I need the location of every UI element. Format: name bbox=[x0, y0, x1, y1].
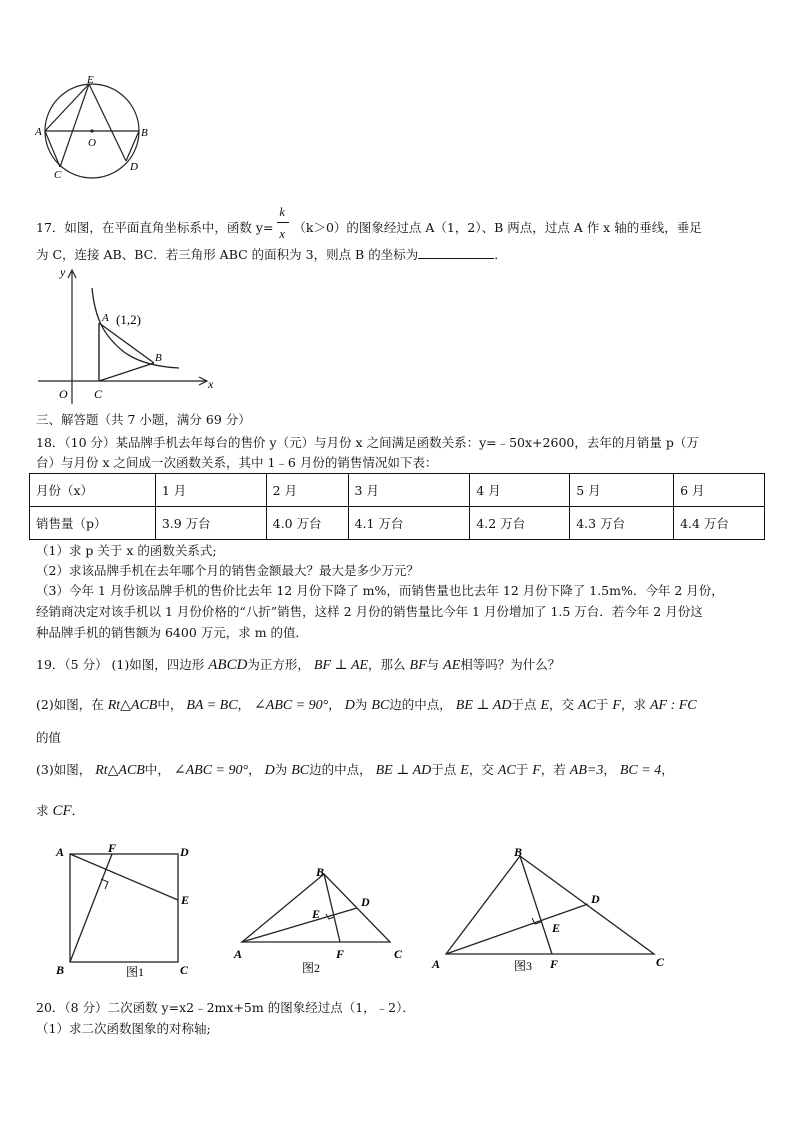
section3-heading: 三、解答题（共 7 小题，满分 69 分） bbox=[36, 412, 251, 427]
fig1-label-c: C bbox=[180, 963, 189, 977]
table-row bbox=[30, 474, 765, 507]
q18-sub3-line2: 经销商决定对该手机以 1 月份价格的“八折”销售，这样 2 月份的销售量比今年 1 月份增加了 1.5 万台．若今年 2 月份这 bbox=[36, 604, 703, 619]
table-cell: 1 月 bbox=[155, 474, 266, 507]
x-axis-label: x bbox=[208, 377, 214, 391]
q17-line2: 为 C，连接 AB、BC．若三角形 ABC 的面积为 3，则点 B 的坐标为 ． bbox=[36, 247, 507, 262]
fig2-label-c: C bbox=[394, 947, 403, 961]
table-row bbox=[30, 507, 765, 540]
q17-line1: 17．如图，在平面直角坐标系中，函数 y= $\frac{k}{x}$ （k＞0）的图象经过点 A（1，2）、B 两点，过点 A 作 x 轴的垂线，垂足 bbox=[36, 205, 702, 241]
table-cell: 3 月 bbox=[348, 474, 470, 507]
q20-sub1: （1）求二次函数图象的对称轴; bbox=[36, 1021, 211, 1036]
fig1-label-a: A bbox=[56, 845, 65, 859]
q20-line1: 20．（8 分）二次函数 y=x2﹣2mx+5m 的图象经过点（1，﹣2）． bbox=[36, 1000, 415, 1015]
q19-part1: 19．（5 分） (1)如图，四边形 ABCD为正方形， BF ⊥ AE，那么 BF与 AE相等吗？为什么？ bbox=[36, 657, 561, 673]
table-cell: 4.1 万台 bbox=[348, 507, 470, 540]
point-c-label: C bbox=[94, 387, 103, 401]
fig2-label-a: A bbox=[234, 947, 243, 961]
fig2-label-b: B bbox=[316, 865, 325, 879]
segment-ce bbox=[60, 84, 89, 167]
point-a-coord: (1,2) bbox=[116, 312, 141, 327]
square-abcd bbox=[70, 854, 178, 962]
segment-ad bbox=[242, 908, 357, 942]
point-b-label: B bbox=[155, 352, 162, 364]
label-a: A bbox=[35, 126, 42, 138]
table-cell: 4 月 bbox=[470, 474, 570, 507]
fig1-label-e: E bbox=[181, 893, 190, 907]
q18-sub3-line3: 种品牌手机的销售额为 6400 万元，求 m 的值． bbox=[36, 625, 309, 640]
q18-sub1: （1）求 p 关于 x 的函数关系式; bbox=[36, 543, 217, 558]
fig3-label-d: D bbox=[591, 892, 600, 906]
q19-part2: (2)如图，在 Rt△ACB中， BA = BC， ∠ABC = 90°， D为 BC边的中点， BE ⊥ AD于点 E，交 AC于 F，求 AF : FC bbox=[36, 697, 697, 713]
fig2-label-e: E bbox=[312, 907, 321, 921]
q17-answer-blank bbox=[418, 246, 494, 259]
table-cell: 月份（x） bbox=[30, 474, 156, 507]
fig1-label-f: F bbox=[108, 842, 117, 855]
table-cell: 4.4 万台 bbox=[674, 507, 765, 540]
segment-bf bbox=[70, 854, 112, 962]
segment-bf bbox=[324, 874, 340, 942]
label-c: C bbox=[54, 169, 62, 181]
q18-line1: 18．（10 分）某品牌手机去年每台的售价 y（元）与月份 x 之间满足函数关系：y=﹣50x+2600，去年的月销量 p（万 bbox=[36, 435, 699, 450]
table-cell: 销售量（p） bbox=[30, 507, 156, 540]
fig2-caption: 图2 bbox=[302, 961, 321, 975]
q18-sub3-line1: （3）今年 1 月份该品牌手机的售价比去年 12 月份下降了 m%，而销售量也比去年 12 月份下降了 1.5m%．今年 2 月份， bbox=[36, 583, 724, 598]
point-a-label: A bbox=[102, 312, 109, 324]
q19-part2-line2: 的值 bbox=[36, 730, 62, 745]
fig3-label-a: A bbox=[432, 957, 441, 971]
sales-table bbox=[29, 473, 765, 540]
q19-figure3 bbox=[428, 844, 674, 976]
q19-figure2 bbox=[228, 862, 420, 978]
table-cell: 2 月 bbox=[266, 474, 348, 507]
q19-figure1 bbox=[50, 842, 210, 982]
fig1-label-d: D bbox=[180, 845, 189, 859]
q17-fraction-den: x bbox=[279, 227, 285, 241]
fig3-label-e: E bbox=[552, 921, 561, 935]
q18-line2: 台）与月份 x 之间成一次函数关系，其中 1﹣6 月份的销售情况如下表： bbox=[36, 455, 438, 470]
label-b: B bbox=[141, 127, 148, 139]
origin-label: O bbox=[59, 387, 68, 401]
fig1-caption: 图1 bbox=[126, 965, 145, 979]
fig3-label-b: B bbox=[514, 845, 523, 859]
table-cell: 4.2 万台 bbox=[470, 507, 570, 540]
segment-ed bbox=[89, 84, 126, 161]
q19-part3: (3)如图， Rt△ACB中， ∠ABC = 90°， D为 BC边的中点， BE ⊥ AD于点 E，交 AC于 F，若 AB=3， BC = 4， bbox=[36, 762, 674, 778]
q18-sub2: （2）求该品牌手机在去年哪个月的销售金额最大？最大是多少万元？ bbox=[36, 563, 419, 578]
segment-bf bbox=[520, 856, 552, 954]
triangle-abc bbox=[446, 856, 654, 954]
table-cell: 4.3 万台 bbox=[570, 507, 674, 540]
label-e: E bbox=[87, 74, 94, 86]
table-cell: 5 月 bbox=[570, 474, 674, 507]
fig3-label-c: C bbox=[656, 955, 665, 969]
q19-part3-line2: 求 CF． bbox=[36, 803, 85, 819]
fig3-caption: 图3 bbox=[514, 959, 533, 973]
label-o: O bbox=[88, 137, 96, 149]
fig2-label-d: D bbox=[361, 895, 370, 909]
circle-figure bbox=[34, 72, 156, 184]
y-axis-label: y bbox=[60, 265, 66, 279]
q17-fraction-bar bbox=[277, 222, 289, 223]
segment-ac bbox=[45, 131, 60, 167]
fig2-label-f: F bbox=[336, 947, 345, 961]
label-d: D bbox=[130, 161, 138, 173]
q17-graph bbox=[34, 264, 222, 412]
table-cell: 6 月 bbox=[674, 474, 765, 507]
segment-ab bbox=[99, 323, 154, 363]
table-cell: 4.0 万台 bbox=[266, 507, 348, 540]
q17-fraction-num: k bbox=[279, 205, 285, 219]
fig1-label-b: B bbox=[56, 963, 65, 977]
fig3-label-f: F bbox=[550, 957, 559, 971]
segment-ad bbox=[446, 904, 588, 954]
segment-ae bbox=[70, 854, 178, 900]
center-dot bbox=[90, 129, 93, 132]
table-cell: 3.9 万台 bbox=[155, 507, 266, 540]
segment-bc bbox=[99, 363, 154, 381]
